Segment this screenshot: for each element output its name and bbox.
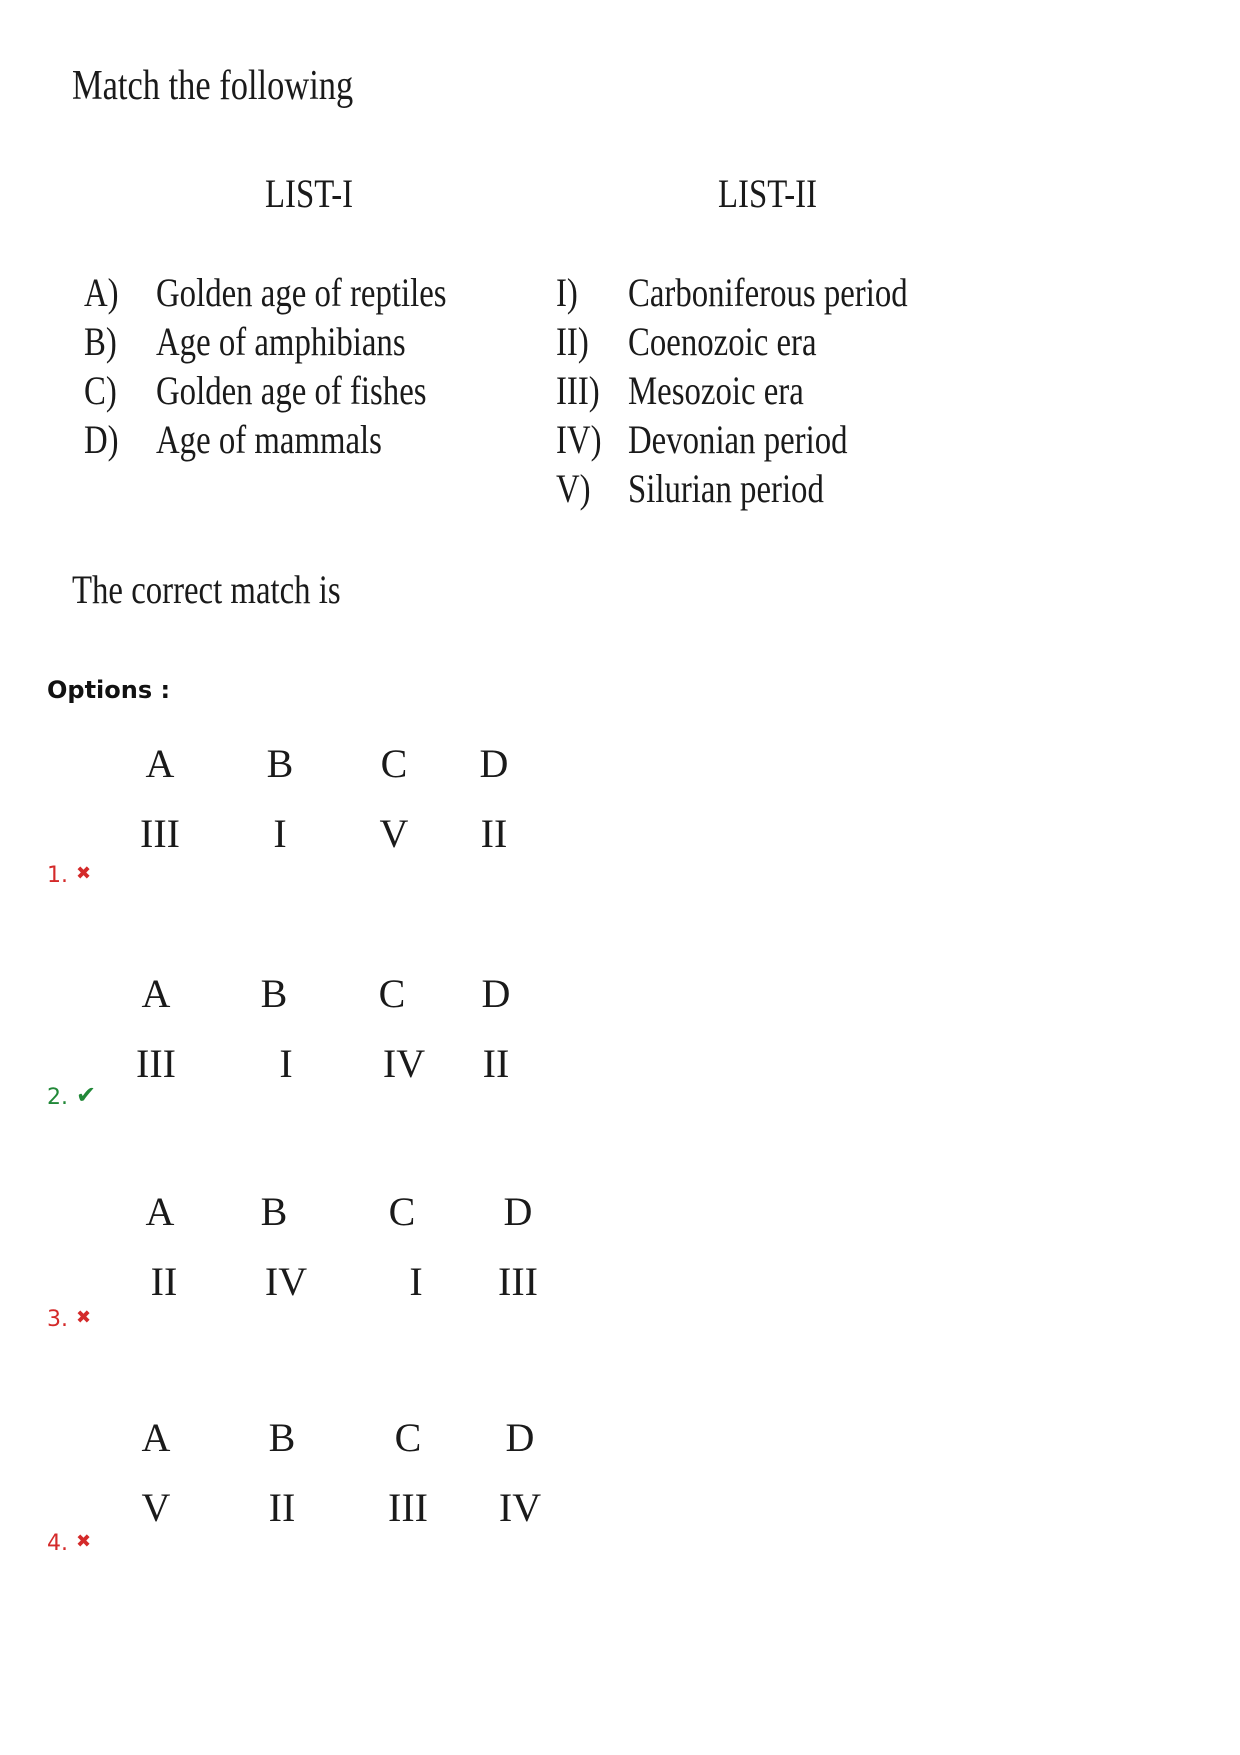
option-number <box>47 1531 91 1556</box>
list-item-marker: A) <box>84 270 119 315</box>
option-header: A <box>141 971 171 1016</box>
option-value: V <box>141 1485 171 1530</box>
list-item-text: Age of amphibians <box>156 319 406 364</box>
option-header: B <box>260 1189 288 1234</box>
option-header: A <box>145 1189 175 1234</box>
option-value: II <box>268 1485 296 1530</box>
option-header: C <box>378 971 406 1016</box>
list-item-marker: D) <box>84 417 119 462</box>
option-value: IV <box>382 1041 426 1086</box>
option-value: IV <box>264 1259 308 1304</box>
list-i-heading: LIST-I <box>265 171 354 216</box>
list-item-marker: III) <box>556 368 600 413</box>
option-header: B <box>260 971 288 1016</box>
list-item-text: Carboniferous period <box>628 270 908 315</box>
list-item-marker: IV) <box>556 417 602 462</box>
option-value: II <box>150 1259 178 1304</box>
list-item-text: Coenozoic era <box>628 319 817 364</box>
option-value: II <box>480 811 508 856</box>
question-title: Match the following <box>72 63 354 109</box>
list-item-text: Mesozoic era <box>628 368 804 413</box>
option-header: B <box>268 1415 296 1460</box>
option-header: C <box>394 1415 422 1460</box>
option-2[interactable] <box>0 970 700 1170</box>
option-value: V <box>379 811 409 856</box>
match-prompt: The correct match is <box>72 567 341 612</box>
option-number-label: 3. <box>47 1307 68 1332</box>
option-header: A <box>141 1415 171 1460</box>
option-number-label: 1. <box>47 863 68 888</box>
option-value: I <box>409 1259 423 1304</box>
option-value: III <box>388 1485 428 1530</box>
cross-icon: ✖ <box>76 1307 92 1328</box>
option-value: III <box>498 1259 538 1304</box>
list-item-marker: B) <box>84 319 117 364</box>
option-value: III <box>136 1041 176 1086</box>
option-header: C <box>380 741 408 786</box>
list-item-marker: I) <box>556 270 578 315</box>
option-header: B <box>266 741 294 786</box>
cross-icon: ✖ <box>76 863 92 884</box>
option-value: I <box>273 811 287 856</box>
option-header: D <box>505 1415 535 1460</box>
list-ii-heading: LIST-II <box>718 171 818 216</box>
option-value: III <box>140 811 180 856</box>
list-item-marker: V) <box>556 466 591 511</box>
list-item-text: Age of mammals <box>156 417 382 462</box>
option-4[interactable] <box>0 1414 700 1614</box>
option-number <box>47 1307 91 1332</box>
list-item-marker: C) <box>84 368 117 413</box>
option-header: D <box>479 741 509 786</box>
option-value: II <box>482 1041 510 1086</box>
option-header: C <box>388 1189 416 1234</box>
option-number <box>47 1081 96 1110</box>
list-item-marker: II) <box>556 319 589 364</box>
option-header: D <box>503 1189 533 1234</box>
list-item-text: Silurian period <box>628 466 824 511</box>
list-item-text: Golden age of reptiles <box>156 270 447 315</box>
option-value: IV <box>498 1485 542 1530</box>
option-value: I <box>279 1041 293 1086</box>
option-1[interactable] <box>0 740 700 940</box>
check-icon: ✔ <box>76 1081 97 1109</box>
options-label: Options : <box>47 676 171 704</box>
list-item-text: Golden age of fishes <box>156 368 427 413</box>
option-header: A <box>145 741 175 786</box>
option-number <box>47 863 91 888</box>
option-header: D <box>481 971 511 1016</box>
option-number-label: 4. <box>47 1531 68 1556</box>
option-3[interactable] <box>0 1188 700 1388</box>
cross-icon: ✖ <box>76 1531 92 1552</box>
option-number-label: 2. <box>47 1085 68 1110</box>
list-item-text: Devonian period <box>628 417 848 462</box>
